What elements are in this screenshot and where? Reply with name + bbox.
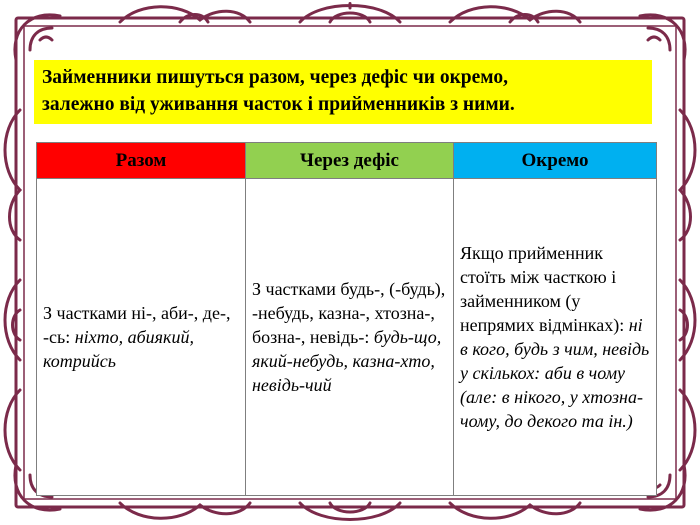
left-scroll-top bbox=[5, 110, 20, 240]
cell-okremo bbox=[454, 179, 657, 496]
bottom-scroll-left bbox=[120, 503, 250, 518]
right-scroll-middle bbox=[680, 280, 695, 360]
left-scroll-bottom bbox=[5, 390, 20, 470]
rules-table bbox=[36, 142, 657, 496]
razom-examples: ніхто, абиякий, котрийсь bbox=[43, 327, 194, 371]
cell-defis bbox=[246, 179, 454, 496]
header-okremo: Окремо bbox=[454, 143, 657, 179]
title-box bbox=[34, 60, 652, 124]
table-header-row bbox=[37, 143, 657, 179]
bottom-scroll-right bbox=[450, 503, 580, 518]
bottom-scroll-center bbox=[300, 503, 400, 520]
okremo-rule: Якщо прийменник стоїть між часткою і займенником (у непрямих відмінках): bbox=[460, 243, 629, 335]
header-defis: Через дефіс bbox=[246, 143, 454, 179]
right-scroll-top bbox=[680, 110, 695, 240]
defis-examples: будь-що, який-небудь, казна-хто, невідь-чий bbox=[252, 327, 442, 395]
okremo-examples: ні в кого, будь з чим, невідь у скількох: аби в чому (але: в нікого, у хтозна-чому, до декого та ін.) bbox=[460, 315, 650, 431]
top-scroll-left bbox=[120, 7, 250, 22]
top-scroll-right bbox=[450, 7, 580, 22]
corner-top-right bbox=[640, 15, 685, 60]
header-razom: Разом bbox=[37, 143, 246, 179]
table-row bbox=[37, 179, 657, 496]
defis-rule: З частками будь-, (-будь), -небудь, казна-, хтозна-, бозна-, невідь-: bbox=[252, 279, 446, 347]
title-line-2: залежно від уживання часток і прийменників з ними. bbox=[42, 94, 515, 115]
right-scroll-bottom bbox=[680, 390, 695, 470]
left-scroll-middle bbox=[5, 280, 20, 360]
cell-razom bbox=[37, 179, 246, 496]
title-line-1: Займенники пишуться разом, через дефіс чи окремо, bbox=[42, 67, 508, 88]
razom-rule: З частками ні-, аби-, де-, -сь: bbox=[43, 303, 231, 347]
corner-top-left bbox=[15, 15, 60, 60]
